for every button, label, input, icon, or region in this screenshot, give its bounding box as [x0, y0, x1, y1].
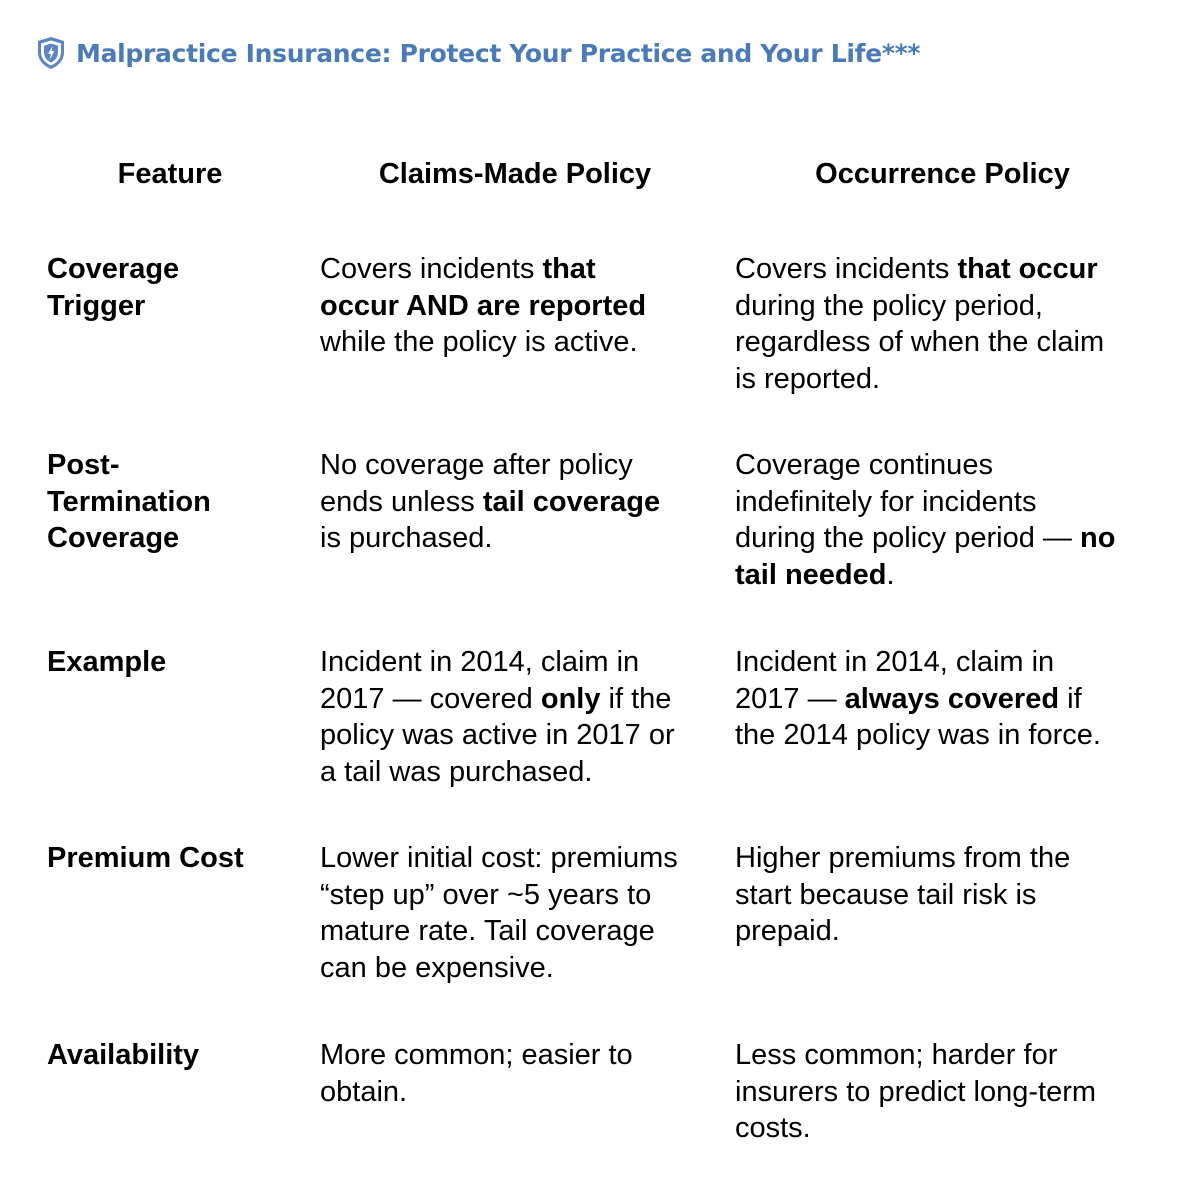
feature-label-line: Premium Cost: [47, 842, 244, 874]
occurrence-cell: [735, 644, 1170, 754]
feature-label-line: Post-: [47, 449, 120, 481]
feature-cell: [47, 644, 302, 681]
claims-made-cell: [320, 447, 715, 557]
feature-cell: [47, 447, 302, 557]
text-run: regardless of when the claim: [735, 326, 1105, 358]
text-run: if the: [600, 682, 672, 715]
column-header-claims-made: Claims-Made Policy: [378, 158, 652, 190]
shield-icon: [36, 36, 66, 70]
text-run: if: [1059, 682, 1082, 715]
feature-cell: [47, 840, 302, 877]
text-run: No coverage after policy: [320, 449, 633, 481]
occurrence-cell: [735, 251, 1170, 397]
text-run: Incident in 2014, claim in: [735, 646, 1055, 678]
text-run: the 2014 policy was in force.: [735, 719, 1101, 751]
feature-cell: [47, 1037, 302, 1074]
column-header-feature: Feature: [117, 158, 223, 190]
page-title: Malpractice Insurance: Protect Your Practice and Your Life***: [76, 38, 921, 68]
feature-label-line: Trigger: [47, 289, 146, 322]
text-run: Incident in 2014, claim in: [320, 646, 640, 678]
column-header-occurrence: Occurrence Policy: [815, 158, 1070, 190]
text-run: ends unless: [320, 485, 483, 518]
text-run: obtain.: [320, 1075, 408, 1108]
claims-made-cell: [320, 644, 715, 790]
bold-text: occur AND are reported: [320, 289, 647, 322]
bold-text: only: [540, 682, 601, 715]
claims-made-cell: [320, 1037, 715, 1110]
text-run: is purchased.: [320, 522, 493, 554]
text-run: 2017 — covered: [320, 682, 541, 715]
text-run: More common; easier to: [320, 1039, 633, 1071]
text-run: Higher premiums from the: [735, 842, 1071, 874]
bold-text: tail coverage: [482, 485, 661, 518]
text-run: during the policy period,: [735, 289, 1043, 322]
text-run: mature rate. Tail coverage: [320, 915, 655, 947]
text-run: while the policy is active.: [320, 326, 638, 358]
text-run: prepaid.: [735, 915, 840, 947]
feature-label-line: Termination: [47, 485, 211, 518]
feature-label-line: Example: [47, 646, 167, 678]
text-run: Covers incidents: [320, 253, 543, 285]
bold-text: that: [542, 253, 596, 285]
text-run: indefinitely for incidents: [735, 485, 1037, 518]
text-run: “step up” over ~5 years to: [320, 878, 652, 911]
text-run: Covers incidents: [735, 253, 958, 285]
text-run: policy was active in 2017 or: [320, 719, 675, 751]
occurrence-cell: [735, 447, 1170, 593]
feature-cell: [47, 251, 302, 324]
bold-text: that occur: [957, 253, 1098, 285]
text-run: 2017 —: [735, 682, 845, 715]
text-run: a tail was purchased.: [320, 755, 593, 788]
text-run: can be expensive.: [320, 951, 554, 984]
feature-label-line: Coverage: [47, 522, 180, 554]
text-run: is reported.: [735, 362, 881, 395]
text-run: .: [886, 558, 895, 591]
claims-made-cell: [320, 840, 715, 986]
text-run: insurers to predict long-term: [735, 1075, 1097, 1108]
text-run: Coverage continues: [735, 449, 993, 481]
claims-made-cell: [320, 251, 715, 361]
bold-text: tail needed: [735, 558, 887, 591]
occurrence-cell: [735, 1037, 1170, 1147]
feature-label-line: Coverage: [47, 253, 180, 285]
text-run: start because tail risk is: [735, 878, 1037, 911]
text-run: Lower initial cost: premiums: [320, 842, 678, 874]
text-run: costs.: [735, 1112, 811, 1144]
bold-text: always covered: [844, 682, 1060, 715]
text-run: Less common; harder for: [735, 1039, 1058, 1071]
feature-label-line: Availability: [47, 1039, 200, 1071]
text-run: during the policy period —: [735, 522, 1080, 554]
page-heading: [36, 36, 920, 70]
occurrence-cell: [735, 840, 1170, 950]
bold-text: no: [1079, 522, 1116, 554]
